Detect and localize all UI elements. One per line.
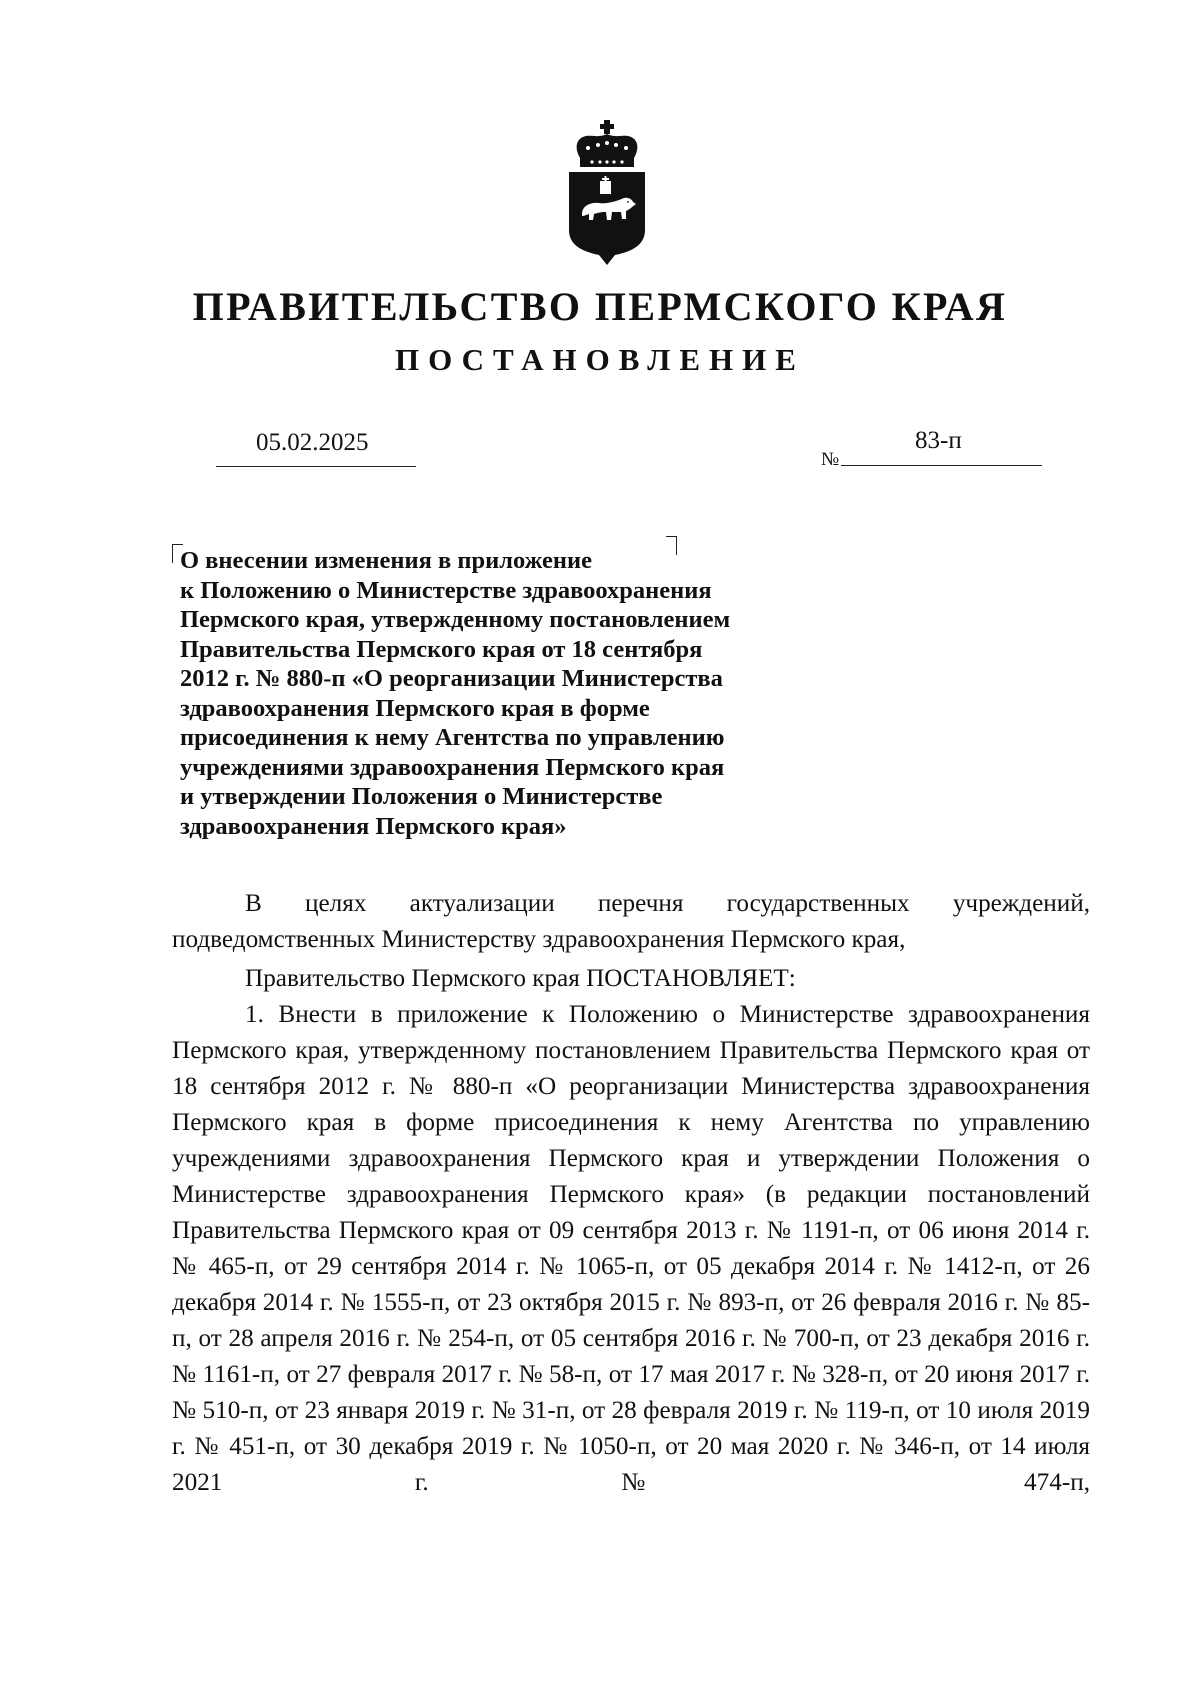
date-underline [216, 466, 416, 467]
subject-line: Пермского края, утвержденному постановлением [180, 606, 731, 633]
subject-line: здравоохранения Пермского края» [180, 812, 567, 840]
perm-krai-coat-of-arms-icon [566, 118, 648, 266]
number-underline [841, 465, 1042, 466]
subject-line: Правительства Пермского края от 18 сентября [180, 635, 703, 663]
item-1-paragraph: 1. Внести в приложение к Положению о Министерстве здравоохранения Пермского края, утвержденному постановлением Правительства Пермского края от 18 сентября 2012 г. № 880-п «О реорганизации Министерства здравоохранения Пермского края в форме присоединения к нему Агентства по управлению учреждениями здравоохранения Пермского края и утверждении Положения о Министерстве здравоохранения Пермского края» (в редакции постановлений Правительства Пермского края от 09 сентября 2013 г. № 1191-п, от 06 июня 2014 г. № 465-п, от 29 сентября 2014 г. № 1065-п, от 05 декабря 2014 г. № 1412-п, от 26 декабря 2014 г. № 1555-п, от 23 октября 2015 г. № 893-п, от 26 февраля 2016 г. № 85-п, от 28 апреля 2016 г. № 254-п, от 05 сентября 2016 г. № 700-п, от 23 декабря 2016 г. № 1161-п, от 27 февраля 2017 г. № 58-п, от 17 мая 2017 г. № 328-п, от 20 июня 2017 г. № 510-п, от 23 января 2019 г. № 31-п, от 28 февраля 2019 г. № 119-п, от 10 июля 2019 г. № 451-п, от 30 декабря 2019 г. № 1050-п, от 20 мая 2020 г. № 346-п, от 14 июля 2021 г. № 474-п, [172, 1001, 1090, 1496]
document-body [172, 886, 1090, 1501]
subject-line: здравоохранения Пермского края в форме [180, 694, 650, 722]
document-type-heading: ПОСТАНОВЛЕНИЕ [395, 342, 805, 377]
subject-line: О внесении изменения в приложение [180, 547, 593, 574]
subject-line: присоединения к нему Агентства по управлению [180, 724, 725, 751]
document-number: 83-п [915, 427, 962, 454]
government-title: ПРАВИТЕЛЬСТВО ПЕРМСКОГО КРАЯ [192, 284, 1008, 329]
document-subject [180, 546, 860, 841]
resolution-paragraph: Правительство Пермского края ПОСТАНОВЛЯЕТ: [245, 965, 796, 992]
document-date: 05.02.2025 [256, 429, 369, 456]
number-sign: № [821, 449, 840, 470]
subject-line: учреждениями здравоохранения Пермского края [180, 753, 725, 781]
subject-line: и утверждении Положения о Министерстве [180, 783, 663, 810]
preamble-paragraph: В целях актуализации перечня государственных учреждений, подведомственных Министерству здравоохранения Пермского края, [172, 890, 1090, 953]
subject-line: к Положению о Министерстве здравоохранения [180, 576, 712, 604]
subject-line: 2012 г. № 880-п «О реорганизации Министерства [180, 665, 723, 692]
